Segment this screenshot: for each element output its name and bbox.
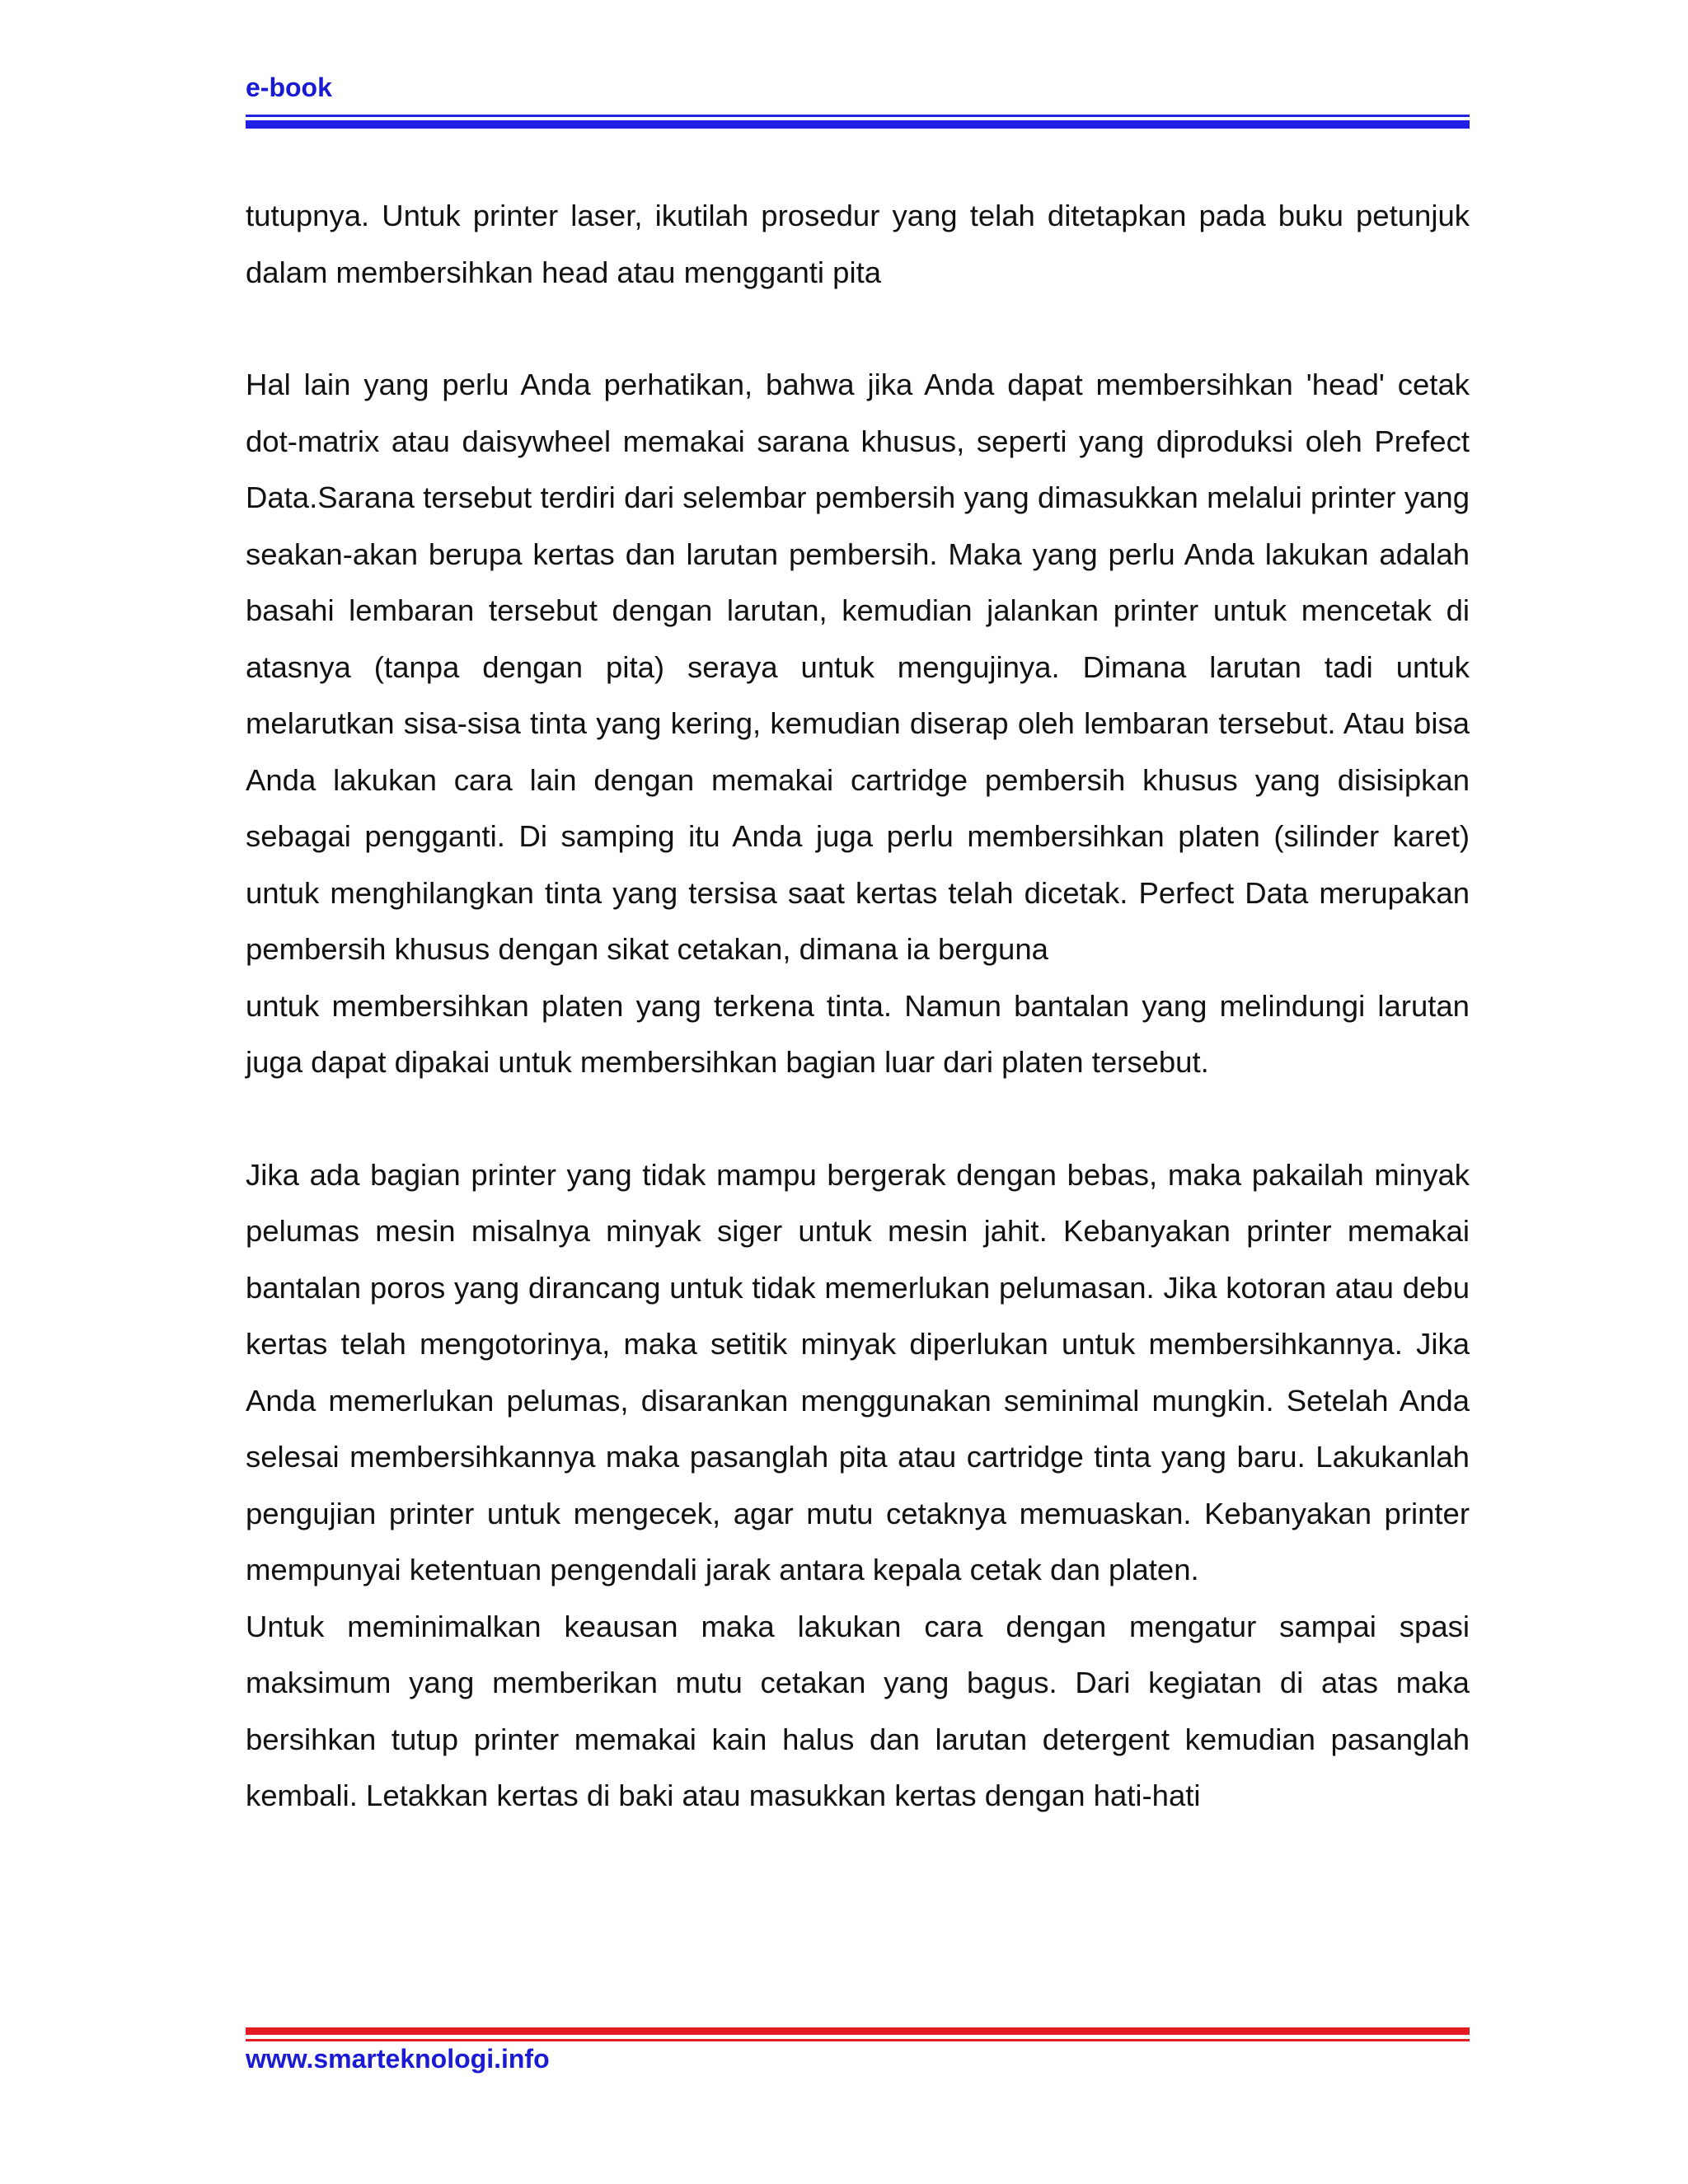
footer-rule-thin [246, 2039, 1470, 2041]
header-label: e-book [246, 73, 332, 102]
paragraph-5: Untuk meminimalkan keausan maka lakukan cara dengan mengatur sampai spasi maksimum yang memberikan mutu cetakan yang bagus. Dari kegiatan di atas maka bersihkan tutup printer memakai kain halus dan larutan detergent kemudian pasanglah kembali. Letakkan kertas di baki atau masukkan kertas dengan hati-hati [246, 1609, 1470, 1812]
header-rule-thick [246, 120, 1470, 129]
paragraph-2: Hal lain yang perlu Anda perhatikan, bahwa jika Anda dapat membersihkan 'head' cetak dot-matrix atau daisywheel memakai sarana khusus, seperti yang diproduksi oleh Prefect Data.Sarana tersebut terdiri dari selembar pembersih yang dimasukkan melalui printer yang seakan-akan berupa kertas dan larutan pembersih. Maka yang perlu Anda lakukan adalah basahi lembaran tersebut dengan larutan, kemudian jalankan printer untuk mencetak di atasnya (tanpa dengan pita) seraya untuk mengujinya. Dimana larutan tadi untuk melarutkan sisa-sisa tinta yang kering, kemudian diserap oleh lembaran tersebut. Atau bisa Anda lakukan cara lain dengan memakai cartridge pembersih khusus yang disisipkan sebagai pengganti. Di samping itu Anda juga perlu membersihkan platen (silinder karet) untuk menghilangkan tinta yang tersisa saat kertas telah dicetak. Perfect Data merupakan pembersih khusus dengan sikat cetakan, dimana ia berguna [246, 368, 1470, 966]
footer-rule-thick [246, 2027, 1470, 2035]
paragraph-3: untuk membersihkan platen yang terkena tinta. Namun bantalan yang melindungi larutan juga dapat dipakai untuk membersihkan bagian luar dari platen tersebut. [246, 988, 1470, 1079]
document-body [246, 188, 1470, 1825]
footer-link[interactable]: www.smarteknologi.info [246, 2044, 550, 2074]
paragraph-4: Jika ada bagian printer yang tidak mampu bergerak dengan bebas, maka pakailah minyak pelumas mesin misalnya minyak siger untuk mesin jahit. Kebanyakan printer memakai bantalan poros yang dirancang untuk tidak memerlukan pelumasan. Jika kotoran atau debu kertas telah mengotorinya, maka setitik minyak diperlukan untuk membersihkannya. Jika Anda memerlukan pelumas, disarankan menggunakan seminimal mungkin. Setelah Anda selesai membersihkannya maka pasanglah pita atau cartridge tinta yang baru. Lakukanlah pengujian printer untuk mengecek, agar mutu cetaknya memuaskan. Kebanyakan printer mempunyai ketentuan pengendali jarak antara kepala cetak dan platen. [246, 1157, 1470, 1586]
paragraph-1: tutupnya. Untuk printer laser, ikutilah prosedur yang telah ditetapkan pada buku petunjuk dalam membersihkan head atau mengganti pita [246, 199, 1470, 289]
header-rule-thin [246, 115, 1470, 117]
